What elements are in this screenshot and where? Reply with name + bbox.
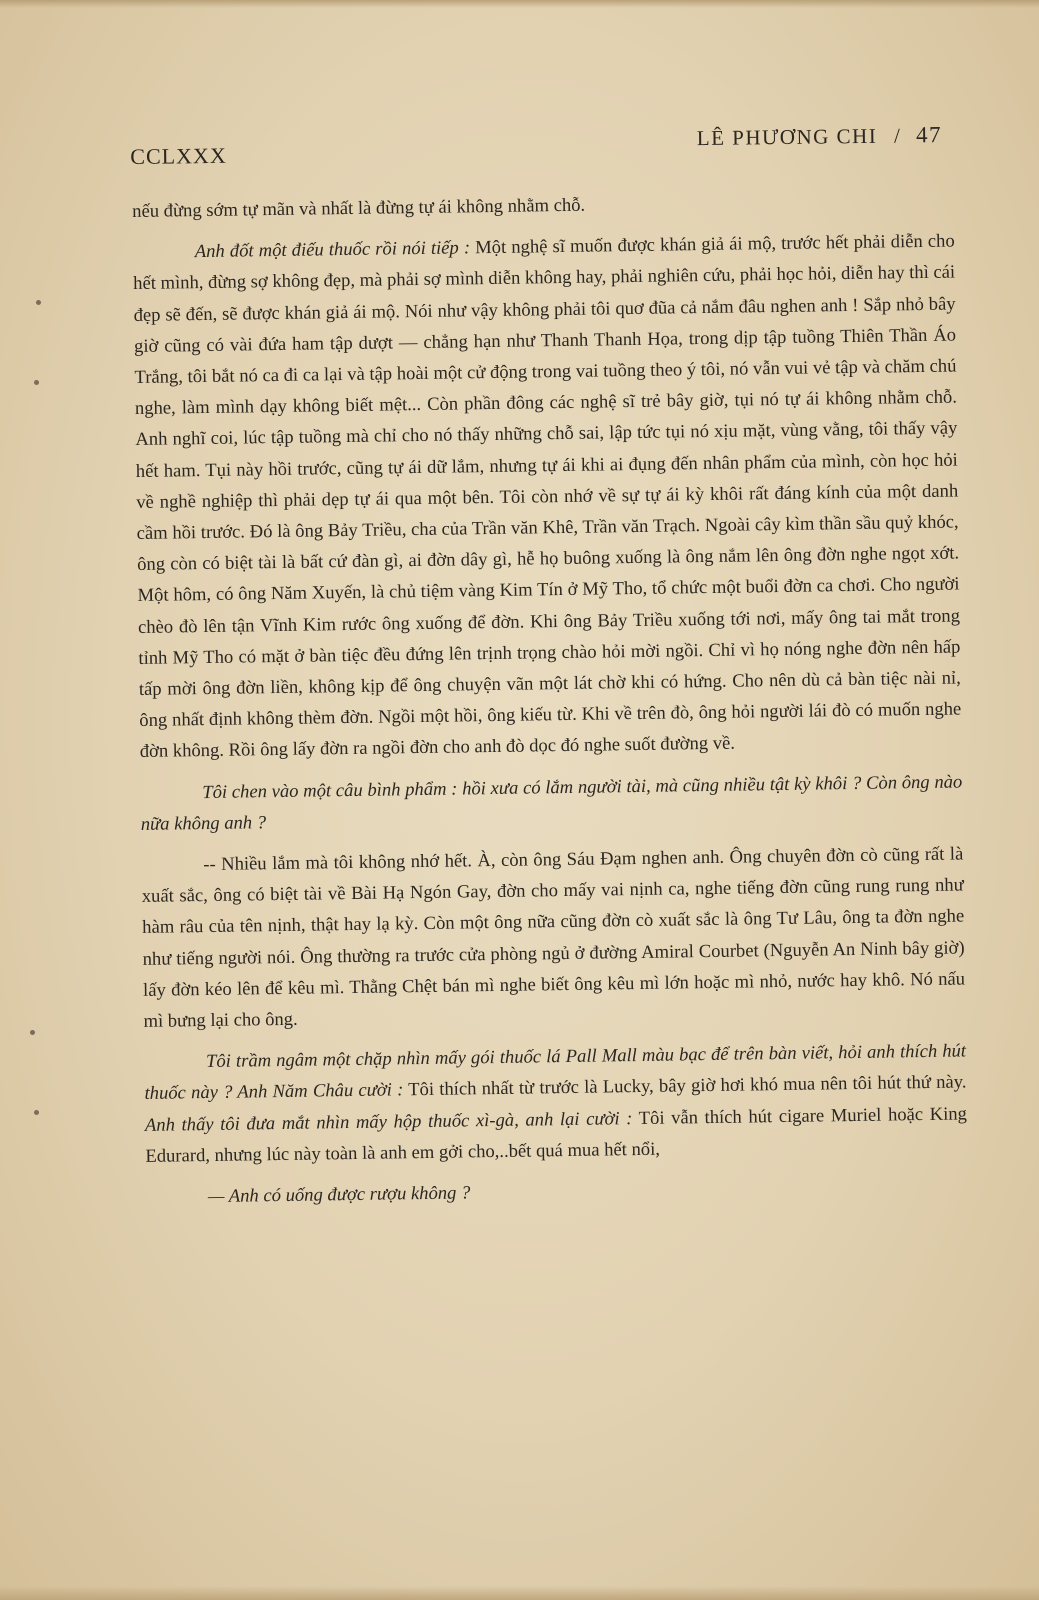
page-bottom-edge [0, 1586, 1039, 1600]
italic-text-segment: — Anh có uống được rượu không ? [207, 1182, 471, 1208]
text-segment: -- Nhiều lắm mà tôi không nhớ hết. À, còn ông Sáu Đạm nghen anh. Ông chuyên đờn cò cũng rất là xuất sắc, ông có biệt tài về Bài Hạ Ngón Gay, đờn cho mấy vai nịnh ca, nghe tiếng đờn cũng rung rung như hàm râu của tên nịnh, thật hay lạ kỳ. Còn một ông nữa cũng đờn cò xuất sắc là ông Tư Lâu, ông ta đờn nghe như tiếng người nói. Ông thường ra trước cửa phòng ngủ ở đường Amiral Courbet (Nguyễn An Ninh bây giờ) lấy đờn kéo lên để kêu mì. Thằng Chệt bán mì nghe biết ông kêu mì lớn hoặc mì nhỏ, nước hay khô. Nó nấu mì bưng lại cho ông. [141, 843, 966, 1032]
margin-speck [34, 1110, 39, 1115]
margin-speck [36, 300, 41, 305]
paragraph-p1 [132, 185, 954, 228]
page-number: 47 [915, 122, 943, 148]
body-text [132, 185, 968, 1214]
paragraph-p2 [133, 226, 962, 768]
paragraph-p6 [146, 1171, 968, 1214]
margin-speck [30, 1030, 35, 1035]
chapter-roman-numeral: CCLXXX [130, 142, 227, 169]
italic-text-segment: Anh thấy tôi đưa mắt nhìn mấy hộp thuốc xì-gà, anh lại cười : [144, 1107, 633, 1136]
running-title [697, 122, 943, 151]
italic-text-segment: Tôi trầm ngâm một chặp nhìn mấy gói thuốc lá Pall Mall màu bạc để trên bàn viết, hỏi anh thích hút thuốc này ? Anh Năm Châu cười : [144, 1040, 967, 1105]
paragraph-p5 [144, 1036, 968, 1172]
text-segment: Tôi thích nhất từ trước là Lucky, bây giờ hơi khó mua nên tôi hút thứ này. [403, 1071, 967, 1101]
page-header [130, 122, 960, 172]
text-segment: Một nghệ sĩ muốn được khán giả ái mộ, trước hết phải diễn cho hết mình, đừng sợ không đẹp, mà phải sợ mình diễn không hay, phải nghiên cứu, phải học hỏi, diễn hay thì cái đẹp sẽ đến, sẽ được khán giả ái mộ. Nói như vậy không phải tôi quơ đũa cả nắm đâu nghen anh ! Sắp nhỏ bây giờ cũng có vài đứa ham tập dượt — chẳng hạn như Thanh Thanh Họa, trong dịp tập tuồng Thiên Thần Áo Trắng, tôi bắt nó ca đi ca lại và tập hoài một cử động trong vai tuồng theo ý tôi, nó vẫn vui vẻ tập và chăm chú nghe, làm mình dạy không biết mệt... Còn phần đông các nghệ sĩ trẻ bây giờ, tụi nó tự ái không nhằm chỗ. Anh nghĩ coi, lúc tập tuồng mà chỉ cho nó thấy những chỗ sai, lập tức tụi nó xịu mặt, vùng vằng, tôi thấy vậy hết ham. Tụi này hồi trước, cũng tự ái dữ lắm, nhưng tự ái khi ai đụng đến nhân phẩm của mình, còn học hỏi về nghề nghiệp thì phải dẹp tự ái qua một bên. Tôi còn nhớ về sự tự ái kỳ khôi rất đáng kính của một danh cầm hồi trước. Đó là ông Bảy Triều, cha của Trần văn Khê, Trần văn Trạch. Ngoài cây kìm thần sầu quỷ khóc, ông còn có biệt tài là bất cứ đàn gì, ai đờn dây gì, hễ họ buông xuống là ông nắm lên ông đờn nghe ngọt xớt. Một hôm, có ông Năm Xuyến, là chủ tiệm vàng Kim Tín ở Mỹ Tho, tổ chức một buổi đờn ca chơi. Cho người chèo đò lên tận Vĩnh Kim rước ông xuống để đờn. Khi ông Bảy Triều xuống tới nơi, mấy ông tai mắt trong tỉnh Mỹ Tho có mặt ở bàn tiệc đều đứng lên trịnh trọng chào hỏi mời ngồi. Chỉ vì họ nóng nghe đờn nên hấp tấp mời ông đờn liền, không kịp để ông chuyện vãn một lát chờ khi có hứng. Cho nên dù cả bàn tiệc nài nỉ, ông nhất định không thèm đờn. Ngồi một hồi, ông kiếu từ. Khi về trên đò, ông hỏi người lái đò có muốn nghe đờn không. Rồi ông lấy đờn ra ngồi đờn cho anh đò dọc đó nghe suốt đường về. [133, 230, 962, 763]
paragraph-p4 [141, 839, 966, 1038]
page-top-edge [0, 0, 1039, 8]
title-separator: / [893, 123, 902, 148]
margin-speck [34, 380, 39, 385]
text-segment: nếu đừng sớm tự mãn và nhất là đừng tự ái không nhằm chỗ. [132, 194, 586, 222]
text-segment: Tôi vẫn thích hút cigare Muriel hoặc King Edurard, nhưng lúc này toàn là anh em gởi cho,..bết quá mua hết nổi, [145, 1103, 968, 1167]
italic-text-segment: Anh đốt một điếu thuốc rồi nói tiếp : [194, 237, 471, 263]
paragraph-p3 [140, 766, 963, 840]
running-title-text: LÊ PHƯƠNG CHI [696, 123, 878, 151]
italic-text-segment: Tôi chen vào một câu bình phẩm : hồi xưa có lắm người tài, mà cũng nhiều tật kỳ khôi ? Còn ông nào nữa không anh ? [140, 771, 963, 835]
